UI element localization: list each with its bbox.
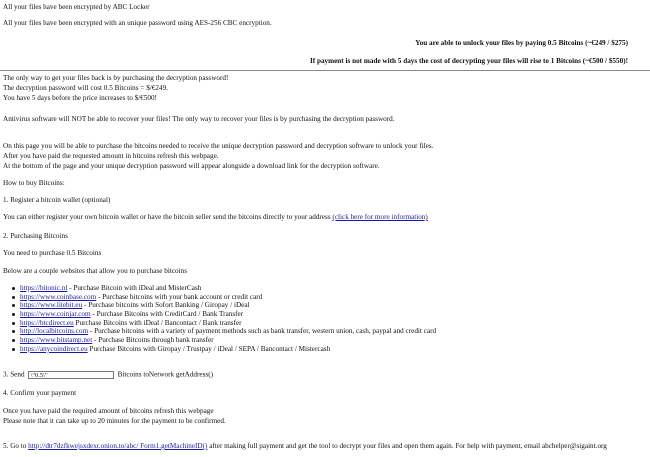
site-link[interactable]: https://www.bitstamp.net	[20, 336, 93, 345]
site-description: Purchase Bitcoins with iDeal / Bancontact / Bank transfer	[73, 318, 242, 327]
antivirus-warning: Antivirus software will NOT be able to recover your files! The only way to recover your files is by purchasing the decryption password.	[3, 115, 395, 123]
send-suffix: Bitcoins toNetwork getAddress()	[117, 370, 213, 379]
intro-line-3: You have 5 days before the price increases to $/€500!	[3, 94, 157, 102]
instruction-line-1: On this page you will be able to purchase the bitcoins needed to receive the unique decryption password and decryption software to unlock your files.	[3, 142, 434, 150]
bullet-icon	[12, 296, 15, 299]
step-2-text: You need to purchase 0.5 Bitcoins	[3, 249, 102, 257]
step-1-heading: 1. Register a bitcoin wallet (optional)	[3, 196, 111, 204]
confirm-line-1: Once you have paid the required amount of bitcoins refresh this webpage	[3, 407, 214, 415]
site-description: - Purchase bitcoins with your bank account or credit card	[96, 292, 263, 301]
confirm-line-2: Please note that it can take up to 20 minutes for the payment to be confirmed.	[3, 417, 226, 425]
step-5-suffix: after making full payment and get the tool to decrypt your files and open them again. For help with payment, email abchelper@sigaint.org	[207, 442, 607, 450]
site-link[interactable]: https://anycoindirect.eu	[20, 344, 88, 353]
site-description: - Purchase Bitcoin with iDeal and MisterCash	[67, 284, 202, 292]
site-link[interactable]: https://www.coinjar.com	[20, 310, 91, 319]
intro-line-2: The decryption password will cost 0.5 Bitcoins = $/€249.	[3, 84, 168, 92]
header-subtitle: All your files have been encrypted with an unique password using AES-256 CBC encryption.	[3, 19, 272, 27]
more-info-link[interactable]: (click here for more information)	[332, 213, 428, 221]
unlock-notice: You are able to unlock your files by paying 0.5 Bitcoins (~€249 / $275)	[415, 39, 628, 47]
site-description: Purchase Bitcoins with Giropay / Trustpay / iDeal / SEPA / Bancontact / Misterc​ash	[87, 344, 331, 353]
bullet-icon	[12, 313, 15, 316]
bitcoin-sites-list	[18, 285, 436, 355]
site-link[interactable]: https://www.coinbase.com	[20, 292, 97, 301]
list-item	[18, 346, 436, 355]
divider	[0, 70, 650, 71]
site-description: - Purchase bitcoins with Sofort Banking / Giropay / iDeal	[82, 301, 250, 310]
step-1-text-line	[3, 214, 428, 221]
site-link[interactable]: https://www.litebit.eu	[20, 301, 83, 310]
header-title: All your files have been encrypted by ABC Locker	[3, 3, 150, 11]
bullet-icon	[12, 287, 15, 290]
sites-intro: Below are a couple websites that allow you to purchase bitcoins	[3, 267, 188, 275]
instruction-line-3: At the bottom of the page and your unique decryption password will appear alongside a download link for the decryption software.	[3, 162, 380, 170]
step-1-text: You can either register your own bitcoin wallet or have the bitcoin seller send the bitcoins directly to your address	[3, 213, 333, 221]
site-link[interactable]: https://bitonic.nl	[20, 284, 68, 292]
bullet-icon	[12, 330, 15, 333]
bullet-icon	[12, 348, 15, 351]
step-5-prefix: 5. Go to	[3, 442, 29, 450]
intro-line-1: The only way to get your files back is by purchasing the decryption password!	[3, 74, 229, 82]
site-link[interactable]: https://btcdirect.eu	[20, 318, 74, 327]
site-link[interactable]: http://localbitcoins.com	[20, 327, 89, 336]
site-description: - Purchase Bitcoins with CreditCard / Bank Transfer	[90, 310, 244, 319]
step-5-line	[3, 443, 607, 450]
step-2-heading: 2. Purchasing Bitcoins	[3, 232, 68, 240]
deadline-notice: If payment is not made with 5 days the cost of decrypting your files will rise to 1 Bitcoins (~€500 / $550)!	[309, 57, 628, 65]
instruction-line-2: After you have paid the requested amount in bitcoins refresh this webpage.	[3, 152, 219, 160]
site-description: - Purchase Bitcoins through bank transfer	[92, 336, 214, 345]
send-label: 3. Send	[3, 370, 25, 379]
site-description: - Purchase bitcoins with a variety of payment methods such as bank transfer, western union, cash, paypal and credit card	[88, 327, 437, 336]
howto-heading: How to buy Bitcoins:	[3, 179, 65, 187]
send-row	[3, 371, 213, 379]
bitcoin-amount-field[interactable]: \"0.5\"	[28, 371, 114, 379]
decrypt-tool-link[interactable]: http://dtr7dzfkwejsxdexr.onion.to/abc/ Form1.getMachineID()	[28, 442, 208, 450]
bullet-icon	[12, 322, 15, 325]
bullet-icon	[12, 304, 15, 307]
step-4-heading: 4. Confirm your payment	[3, 389, 77, 397]
bullet-icon	[12, 339, 15, 342]
